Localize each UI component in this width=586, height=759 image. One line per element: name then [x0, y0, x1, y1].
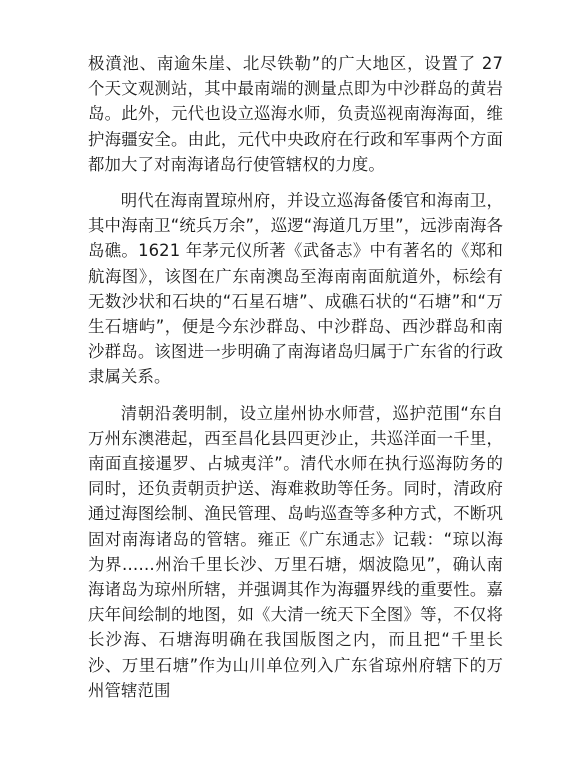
paragraph-ming-dynasty: 明代在海南置琼州府，并设立巡海备倭官和海南卫，其中海南卫“统兵万余”，巡逻“海道几万里”，远涉南海各岛礁。1621 年茅元仪所著《武备志》中有著名的《郑和航海图》，该图在广东南澳岛至海南南面航道外，标绘有无数沙状和石块的“石星石塘”、成礁石状的“石塘”和“万生石塘屿”，便是今东沙群岛、中沙群岛、西沙群岛和南沙群岛。该图进一步明确了南海诸岛归属于广东省的行政隶属关系。 — [88, 191, 503, 387]
body-text — [88, 51, 503, 703]
paragraph-yuan-dynasty: 极濆池、南逾朱崖、北尽铁勒”的广大地区，设置了 27 个天文观测站，其中最南端的测量点即为中沙群岛的黄岩岛。此外，元代也设立巡海水师，负责巡视南海海面，维护海疆安全。由此，元代中央政府在行政和军事两个方面都加大了对南海诸岛行使管辖权的力度。 — [88, 54, 503, 174]
paragraph-qing-dynasty: 清朝沿袭明制，设立崖州协水师营，巡护范围“东自万州东澳港起，西至昌化县四更沙止，共巡洋面一千里，南面直接暹罗、占城夷洋”。清代水师在执行巡海防务的同时，还负责朝贡护送、海难救助等任务。同时，清政府通过海图绘制、渔民管理、岛屿巡查等多种方式，不断巩固对南海诸岛的管辖。雍正《广东通志》记载：“琼以海为界……州治千里长沙、万里石塘，烟波隐见”，确认南海诸岛为琼州所辖，并强调其作为海疆界线的重要性。嘉庆年间绘制的地图，如《大清一统天下全图》等，不仅将长沙海、石塘海明确在我国版图之内，而且把“千里长沙、万里石塘”作为山川单位列入广东省琼州府辖下的万州管辖范围 — [88, 403, 503, 700]
